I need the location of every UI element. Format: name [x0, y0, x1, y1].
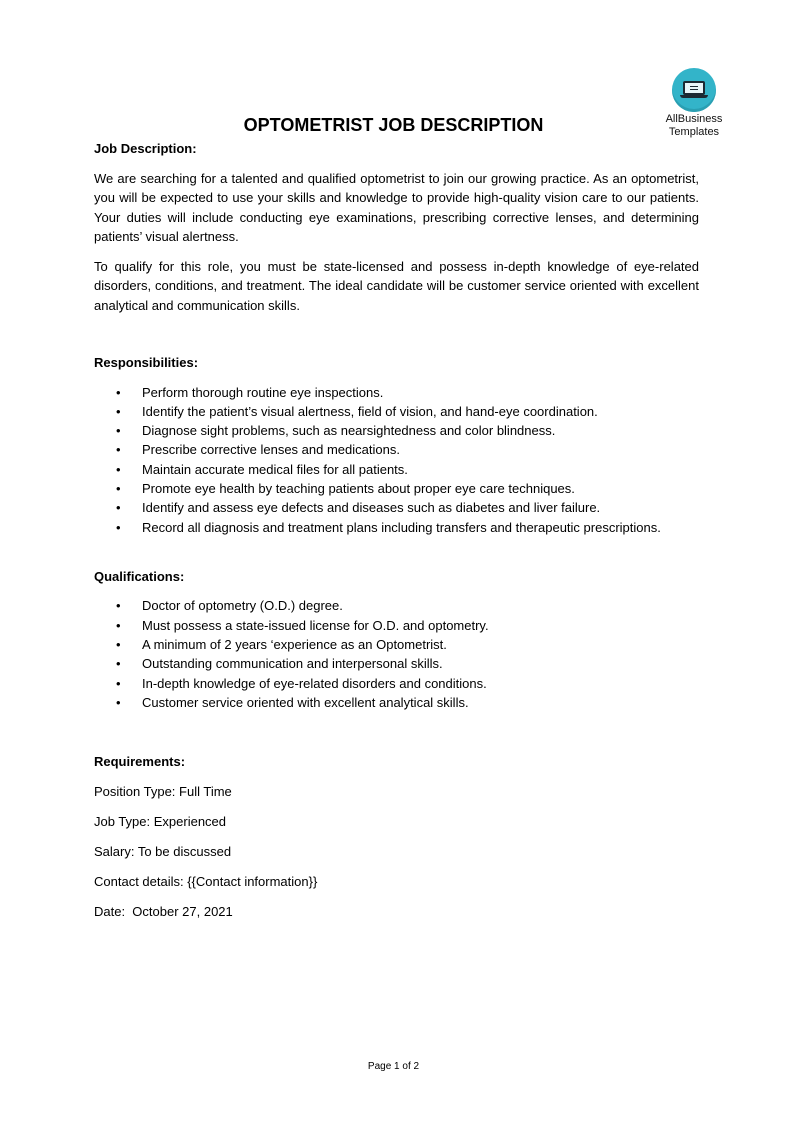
list-item: • Diagnose sight problems, such as nearsightedness and color blindness.: [94, 421, 699, 440]
list-item: • Must possess a state-issued license for O.D. and optometry.: [94, 616, 699, 635]
bullet: •: [116, 617, 121, 633]
list-item: • Identify the patient’s visual alertness, field of vision, and hand-eye coordination.: [94, 402, 699, 421]
job-description-paragraph-1: We are searching for a talented and qualified optometrist to join our growing practice. As an optometrist, you will be expected to use your skills and knowledge to provide high-quality vision care to our patients. Your duties will include conducting eye examinations, prescribing corrective lenses, and determining patients’ visual alertness.: [94, 170, 699, 244]
bullet: •: [116, 519, 121, 535]
salary: Salary: To be discussed: [94, 844, 232, 860]
responsibilities-list: [94, 383, 699, 537]
bullet: •: [116, 598, 121, 614]
qualifications-heading: Qualifications:: [94, 568, 185, 584]
date: Date: October 27, 2021: [94, 904, 233, 920]
list-item: • In-depth knowledge of eye-related disorders and conditions.: [94, 674, 699, 693]
job-description-paragraph-2: To qualify for this role, you must be state-licensed and possess in-depth knowledge of eye-related disorders, conditions, and treatment. The ideal candidate will be customer service oriented with excellent analytical and communication skills.: [94, 258, 699, 313]
bullet: •: [116, 675, 121, 691]
list-item: • Outstanding communication and interpersonal skills.: [94, 654, 699, 673]
bullet: •: [116, 461, 121, 477]
list-item: • Record all diagnosis and treatment plans including transfers and therapeutic prescriptions.: [94, 518, 699, 537]
bullet: •: [116, 500, 121, 516]
list-item: • Doctor of optometry (O.D.) degree.: [94, 596, 699, 615]
bullet: •: [116, 423, 121, 439]
bullet: •: [116, 403, 121, 419]
bullet: •: [116, 442, 121, 458]
responsibilities-heading: Responsibilities:: [94, 355, 199, 370]
page-number: Page 1 of 2: [367, 1061, 420, 1072]
logo-text-line1: AllBusiness: [665, 113, 723, 125]
list-item: • Customer service oriented with excellent analytical skills.: [94, 693, 699, 712]
list-item: • Prescribe corrective lenses and medications.: [94, 440, 699, 459]
job-description-heading: Job Description:: [94, 141, 197, 156]
bullet: •: [116, 636, 121, 652]
bullet: •: [116, 694, 121, 710]
bullet: •: [116, 384, 121, 400]
qualifications-list: [94, 596, 699, 712]
requirements-heading: Requirements:: [94, 754, 186, 770]
list-item: • A minimum of 2 years ‘experience as an Optometrist.: [94, 635, 699, 654]
position-type: Position Type: Full Time: [94, 784, 232, 800]
document-body: [94, 139, 699, 922]
job-type: Job Type: Experienced: [94, 814, 227, 830]
list-item: • Promote eye health by teaching patients about proper eye care techniques.: [94, 479, 699, 498]
document-title: OPTOMETRIST JOB DESCRIPTION: [243, 115, 544, 135]
logo-circle: [672, 68, 716, 112]
contact-details: Contact details: {{Contact information}}: [94, 874, 318, 890]
list-item: • Perform thorough routine eye inspections.: [94, 383, 699, 402]
bullet: •: [116, 656, 121, 672]
list-item: • Maintain accurate medical files for all patients.: [94, 460, 699, 479]
bullet: •: [116, 480, 121, 496]
laptop-icon: [683, 81, 705, 95]
list-item: • Identify and assess eye defects and diseases such as diabetes and liver failure.: [94, 498, 699, 517]
logo-text-line2: Templates: [668, 126, 720, 138]
